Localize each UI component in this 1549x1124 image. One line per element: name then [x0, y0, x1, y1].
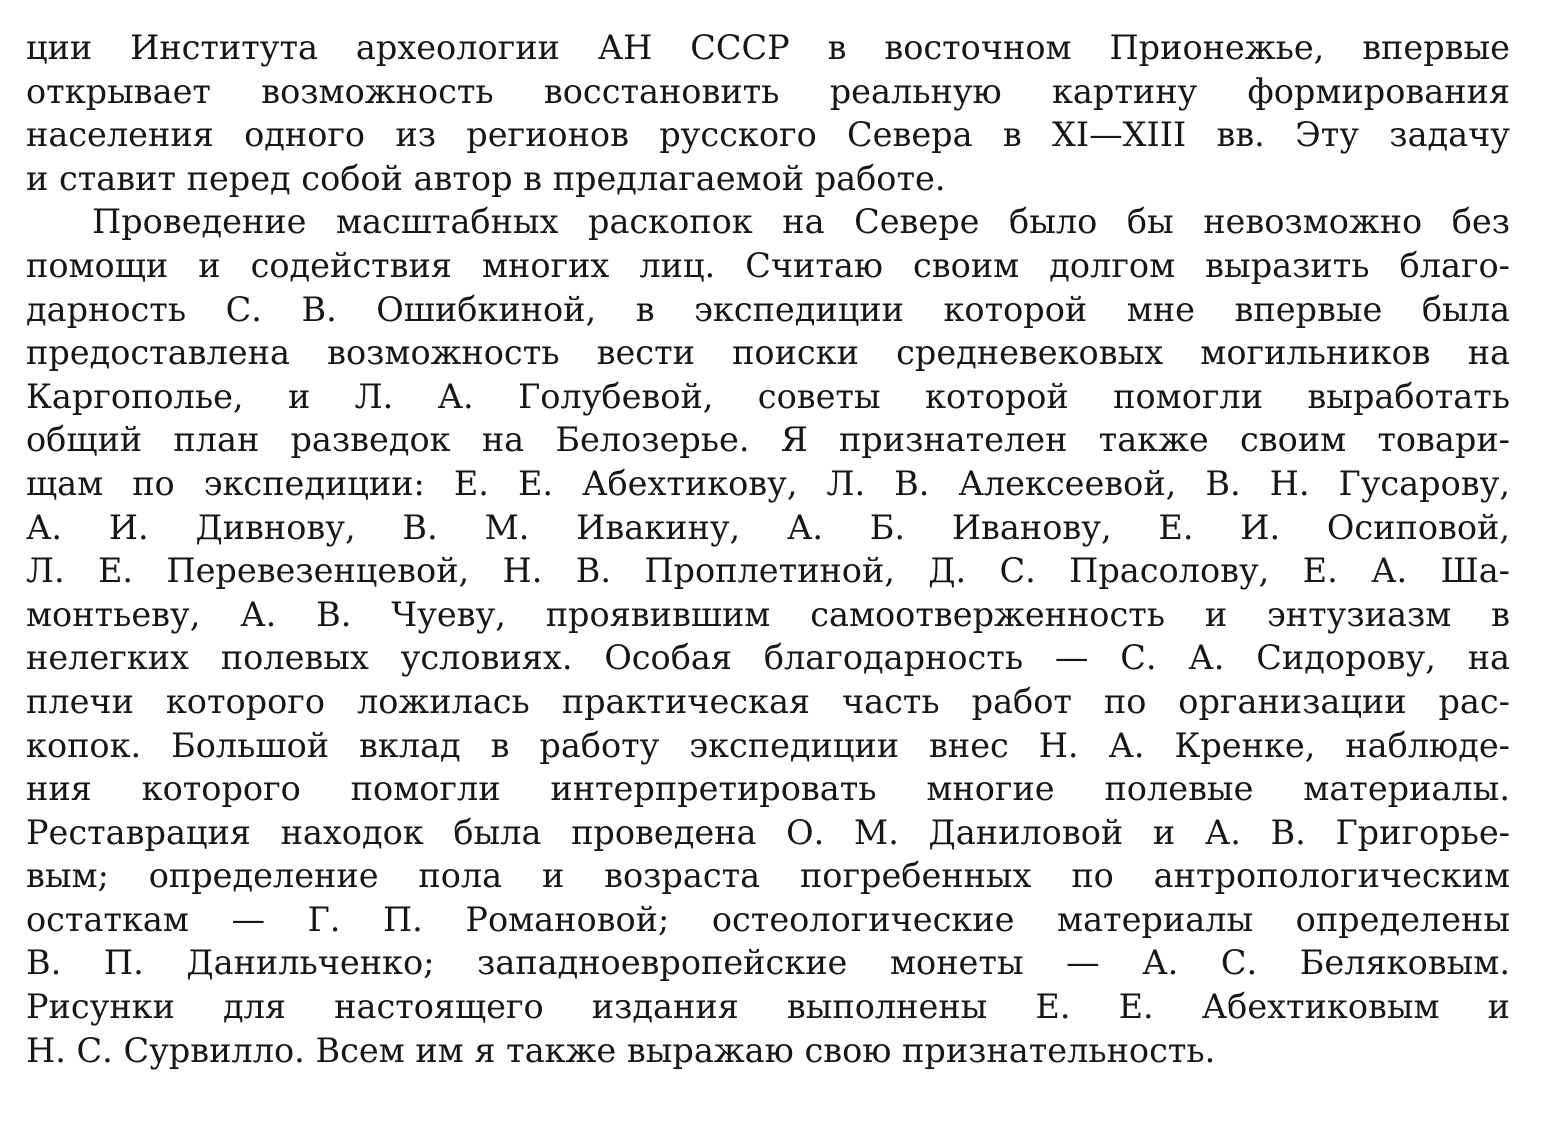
text-line: ции Института археологии АН СССР в восточном Прионежье, впервые [26, 28, 1510, 67]
text-line: А. И. Дивнову, В. М. Ивакину, А. Б. Иванову, Е. И. Осиповой, [26, 507, 1510, 547]
text-line: Каргополье, и Л. А. Голубевой, советы которой помогли выработать [26, 376, 1510, 416]
text-line: дарность С. В. Ошибкиной, в экспедиции которой мне впервые была [26, 289, 1510, 329]
text-line: плечи которого ложилась практическая часть работ по организации рас- [26, 681, 1510, 721]
text-line: помощи и содействия многих лиц. Считаю своим долгом выразить благо- [26, 245, 1510, 285]
text-line: ния которого помогли интерпретировать многие полевые материалы. [26, 769, 1510, 809]
text-line: Проведение масштабных раскопок на Севере было бы невозможно без [92, 202, 1510, 242]
text-line: населения одного из регионов русского Севера в XI—XIII вв. Эту задачу [26, 115, 1510, 155]
text-line: Рисунки для настоящего издания выполнены Е. Е. Абехтиковым и [26, 987, 1510, 1027]
text-line: Реставрация находок была проведена О. М. Даниловой и А. В. Григорье- [26, 812, 1510, 852]
paragraph-1 [26, 26, 1510, 200]
text-line: Н. С. Сурвилло. Всем им я также выражаю свою признательность. [26, 1030, 1216, 1070]
paragraph-2 [26, 200, 1510, 1072]
text-line: остаткам — Г. П. Романовой; остеологические материалы определены [26, 899, 1510, 939]
text-line: Л. Е. Перевезенцевой, Н. В. Проплетиной, Д. С. Прасолову, Е. А. Ша- [26, 551, 1510, 591]
text-line: В. П. Данильченко; западноевропейские монеты — А. С. Беляковым. [26, 943, 1510, 983]
text-line: вым; определение пола и возраста погребенных по антропологическим [26, 856, 1510, 896]
text-line: предоставлена возможность вести поиски средневековых могильников на [26, 333, 1510, 373]
text-line: открывает возможность восстановить реальную картину формирования [26, 71, 1510, 111]
text-line: монтьеву, А. В. Чуеву, проявившим самоотверженность и энтузиазм в [26, 594, 1510, 634]
text-line: копок. Большой вклад в работу экспедиции внес Н. А. Кренке, наблюде- [26, 725, 1510, 765]
text-line: и ставит перед собой автор в предлагаемой работе. [26, 158, 946, 198]
text-line: нелегких полевых условиях. Особая благодарность — С. А. Сидорову, на [26, 638, 1510, 678]
document-page [26, 26, 1510, 1072]
text-line: общий план разведок на Белозерье. Я признателен также своим товари- [26, 420, 1510, 460]
text-line: щам по экспедиции: Е. Е. Абехтикову, Л. В. Алексеевой, В. Н. Гусарову, [26, 463, 1510, 503]
